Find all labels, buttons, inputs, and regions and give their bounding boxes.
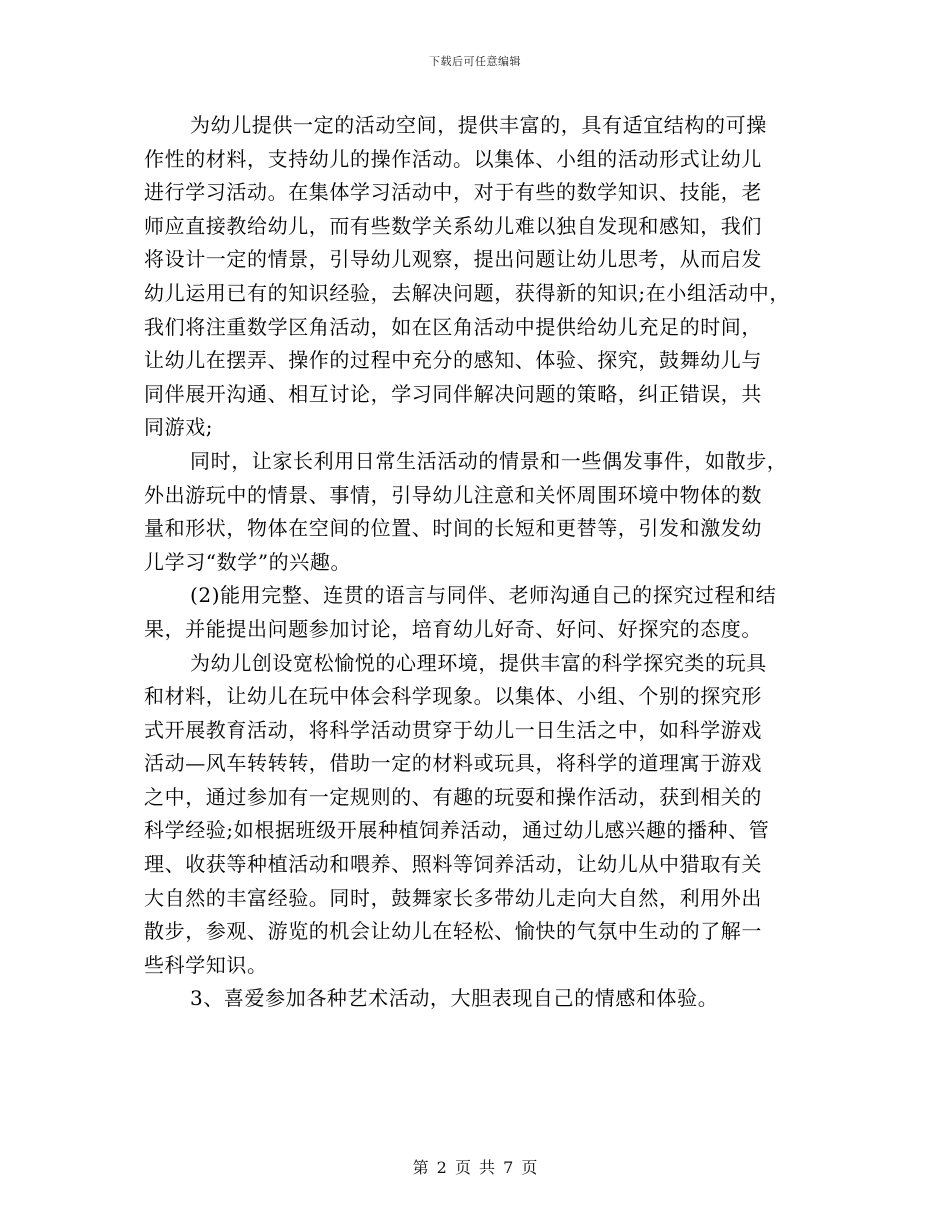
- text-line: 同时，让家长利用日常生活活动的情景和一些偶发事件，如散步，: [190, 448, 788, 473]
- text-line: 活动—风车转转转，借助一定的材料或玩具，将科学的道理寓于游戏: [144, 751, 762, 776]
- document-body: [144, 109, 824, 1016]
- text-line: 3、喜爱参加各种艺术活动，大胆表现自己的情感和体验。: [190, 986, 719, 1011]
- text-line: 为幼儿创设宽松愉悦的心理环境，提供丰富的科学探究类的玩具: [190, 650, 767, 675]
- text-line: 之中，通过参加有一定规则的、有趣的玩耍和操作活动，获到相关的: [144, 784, 762, 809]
- text-line: 和材料，让幼儿在玩中体会科学现象。以集体、小组、个别的探究形: [144, 684, 762, 709]
- text-line: 师应直接教给幼儿，而有些数学关系幼儿难以独自发现和感知，我们: [144, 213, 762, 238]
- text-line: 果，并能提出问题参加讨论，培育幼儿好奇、好问、好探究的态度。: [144, 616, 762, 641]
- text-line: 作性的材料，支持幼儿的操作活动。以集体、小组的活动形式让幼儿: [144, 146, 762, 171]
- text-line: 儿学习“数学”的兴趣。: [144, 549, 352, 574]
- text-line: 量和形状，物体在空间的位置、时间的长短和更替等，引发和激发幼: [144, 516, 762, 541]
- text-line: 些科学知识。: [144, 952, 268, 977]
- text-line: 理、收获等种植活动和喂养、照料等饲养活动，让幼儿从中猎取有关: [144, 852, 762, 877]
- text-line: (2)能用完整、连贯的语言与同伴、老师沟通自己的探究过程和结: [190, 583, 777, 608]
- text-line: 我们将注重数学区角活动，如在区角活动中提供给幼儿充足的时间，: [144, 314, 762, 339]
- text-line: 科学经验;如根据班级开展种植饲养活动，通过幼儿感兴趣的播种、管: [144, 818, 770, 843]
- text-line: 同伴展开沟通、相互讨论，学习同伴解决问题的策略，纠正错误，共: [144, 381, 762, 406]
- text-line: 将设计一定的情景，引导幼儿观察，提出问题让幼儿思考，从而启发: [144, 247, 762, 272]
- text-line: 幼儿运用已有的知识经验，去解决问题，获得新的知识;在小组活动中，: [144, 280, 790, 305]
- text-line: 散步，参观、游览的机会让幼儿在轻松、愉快的气氛中生动的了解一: [144, 919, 762, 944]
- text-line: 同游戏;: [144, 415, 214, 440]
- text-line: 外出游玩中的情景、事情，引导幼儿注意和关怀周围环境中物体的数: [144, 482, 762, 507]
- text-line: 式开展教育活动，将科学活动贯穿于幼儿一日生活之中，如科学游戏: [144, 717, 762, 742]
- page-header: 下载后可任意编辑: [429, 55, 521, 68]
- text-line: 大自然的丰富经验。同时，鼓舞家长多带幼儿走向大自然，利用外出: [144, 885, 762, 910]
- text-line: 让幼儿在摆弄、操作的过程中充分的感知、体验、探究，鼓舞幼儿与: [144, 348, 762, 373]
- text-line: 进行学习活动。在集体学习活动中，对于有些的数学知识、技能，老: [144, 180, 762, 205]
- page-number: 第 2 页 共 7 页: [412, 1158, 538, 1177]
- text-line: 为幼儿提供一定的活动空间，提供丰富的，具有适宜结构的可操: [190, 113, 767, 137]
